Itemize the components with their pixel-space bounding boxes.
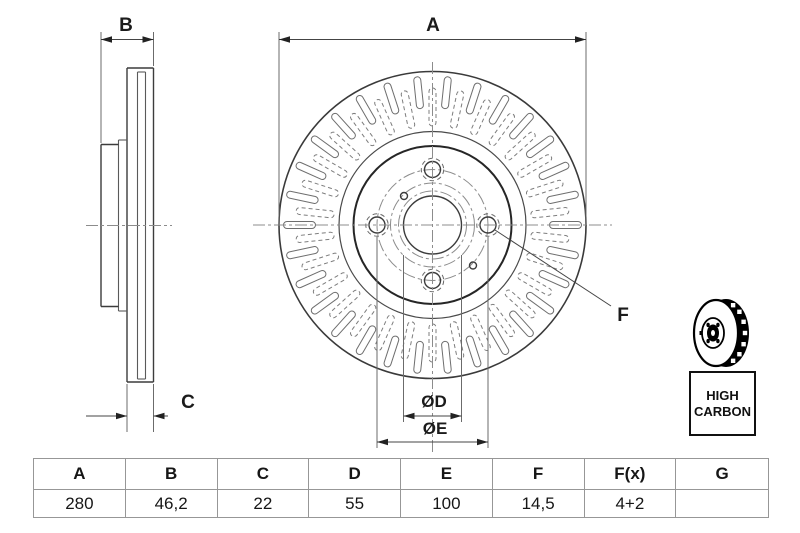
table-value-cell: 4+2 (585, 490, 677, 517)
table-header-cell: B (126, 459, 218, 490)
table-header-cell: D (309, 459, 401, 490)
table-value-cell: 46,2 (126, 490, 218, 517)
badge-line-2: CARBON (693, 403, 752, 419)
disc-side-view (86, 68, 172, 382)
high-carbon-badge (689, 371, 756, 436)
dimensions-table (33, 458, 769, 518)
table-value-cell: 14,5 (493, 490, 585, 517)
dim-label-f: F (617, 305, 629, 326)
dim-label-d: ØD (421, 392, 447, 411)
table-header-cell: F(x) (585, 459, 677, 490)
table-header-cell: E (401, 459, 493, 490)
dim-label-e: ØE (422, 419, 448, 438)
table-header-cell: G (676, 459, 768, 490)
ventilated-brake-disc-3d-icon (686, 296, 758, 372)
table-header-cell: F (493, 459, 585, 490)
table-header-cell: A (34, 459, 126, 490)
dimension-lines (86, 36, 611, 445)
table-value-cell: 100 (401, 490, 493, 517)
dim-label-a: A (426, 15, 440, 36)
table-value-cell (676, 490, 768, 517)
dim-label-b: B (119, 15, 133, 36)
table-header-cell: C (218, 459, 310, 490)
table-value-cell: 55 (309, 490, 401, 517)
table-value-cell: 280 (34, 490, 126, 517)
table-value-cell: 22 (218, 490, 310, 517)
badge-line-1: HIGH (706, 387, 739, 403)
dim-label-c: C (181, 392, 195, 413)
